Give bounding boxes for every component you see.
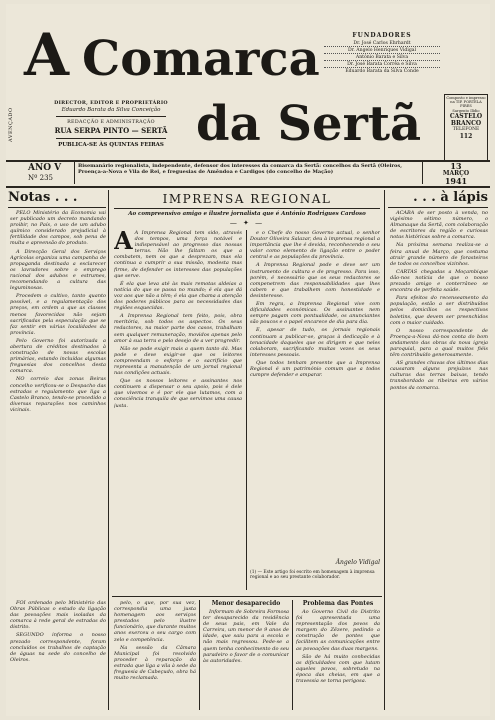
article-ornament: — ✦ — [229,219,265,227]
bottom-column-3 [296,609,380,712]
founders-title: FUNDADORES [352,32,412,39]
center-paragraph: A Imprensa Regional tem feito, pois, obra meritória, sob todos os aspectos. Os seus redactores, na maior parte dos casos, trabalham sem qualquer remuneração, movidos apenas pelo amor à sua terra e pelo desejo de a ver progredir. [114,313,242,344]
center-paragraph: Que todos tenham presente que a Imprensa Regional é um património comum que a todos cumpre defender e amparar. [250,359,380,379]
left-paragraph: Procedem o cultivo, tanto quanto possível, e a regulamentação dos preços, em ordem a que as classes menos favorecidas não sejam sacrificadas pela especulação que se faz sentir em várias localidades da província. [10,293,106,336]
drop-cap-paragraph [114,230,242,279]
pontes-title: Problema das Pontes [302,600,374,607]
print-box-line: TELEFONE [452,126,480,132]
left-column-text [10,210,106,596]
bottom-paragraph: Ao Governo Civil do Distrito foi apresentada uma representação dos povos da margem do Zêzere, pedindo a construção de pontes que facilitem as comunicações entre as povoações das duas margens. [296,609,380,652]
article-signature: Ângelo Vidigal [335,559,380,566]
left-paragraph: PELO Ministério da Economia vai ser publicado um decreto mandando proibir, no País, o uso de um adubo químico considerado prejudicial à fertilidade dos campos, sob pena de multa e apreensão do produto. [10,210,106,247]
bottom-col-separator [199,600,200,710]
article-footnote: (1) — Este artigo foi escrito em homenagem à imprensa regional e ao seu prestante colaborador. [250,570,375,581]
right-paragraph: AS grandes chuvas dos últimos dias causaram alguns prejuízos nas culturas das terras baixas, tendo transbordado as ribeiras em vários pontos da comarca. [390,360,488,391]
left-col-separator [108,190,109,710]
left-paragraph: FOI ordenado pelo Ministério das Obras Públicas o estudo da ligação das povoações mais isoladas da comarca à rede geral de estradas do distrito. [10,600,106,631]
center-paragraph: Que os nossos leitores e assinantes nos continuem a dispensar o seu apoio, pois é dele que vivemos e é por ele que lutamos, com a consciência tranquila de que servimos uma causa justa. [114,378,242,409]
founder-1: Dr. José Carlos Ehrhardt [324,41,440,47]
print-info-box [444,94,488,161]
right-paragraph: Para efeitos do recenseamento da população, estão a ser distribuídos pelos domicílios os respectivos boletins, que devem ser preenchidos com o maior cuidado. [390,295,488,326]
right-column-text [390,210,488,712]
left-col-rule [8,207,106,208]
left-column-text-lower [10,600,106,712]
title-word-a: A [24,21,70,89]
center-paragraph: e o Chefe do nosso Governo actual, o senhor Doutor Oliveira Salazar, deu à imprensa regional a importância que lhe é devida, reconhecendo o seu valor como elemento de ligação entre o poder central e as populações da província. [250,230,380,261]
director-name: Eduardo Barata da Silva Conceição [61,107,161,113]
center-paragraph: Em regra, a Imprensa Regional vive com dificuldades económicas. Os assinantes nem sempre pagam com pontualidade, os anunciantes são poucos e o papel encarece de dia para dia. [250,301,380,326]
print-box-line: na TIP. PORTELA PIRES [450,100,482,109]
print-box-line: CASTELO [449,112,483,120]
issue-number: Nº 235 [28,174,54,182]
bottom-paragraph: Na sessão da Câmara Municipal foi resolvido proceder à reparação da estrada que liga a vila à sede da freguesia de Cabeçudo, obra há muito reclamada. [114,644,196,682]
founders-block [324,32,440,74]
center-paragraph: Não se pode exigir mais a quem tanto dá. Mas pode e deve exigir-se que os leitores compreendam o esforço e o sacrifício que representa a manutenção de um jornal regional nas condições actuais. [114,345,242,377]
director-role: DIRECTOR, EDITOR E PROPRIETÁRIO [54,100,168,106]
issue-day: 13 [450,161,462,171]
founder-3: António Barata e Silva [324,55,440,61]
side-label: AVENÇADO [8,107,14,142]
title-word-serta: da Sertã [196,96,422,152]
bottom-paragraph: São de há muito conhecidas as dificuldades com que lutam aqueles povos, sobretudo na época das cheias, em que a travessia se torna perigosa. [296,653,380,685]
infobar-divider [422,162,423,184]
center-col-separator [246,230,247,590]
issue-month: MARÇO [442,170,470,177]
center-paragraph: A Imprensa Regional pode e deve ser um instrumento de cultura e de progresso. Para isso, porém, é necessário que os seus redactores se compenetrem das responsabilidades que lhes cabem e que trabalhem com honestidade e desinteresse. [250,262,380,299]
center-paragraph: É ela que leva até às mais remotas aldeias a notícia do que se passa no mundo; é ela que dá voz aos que não a têm; é ela que chama a atenção dos poderes públicos para as necessidades das regiões esquecidas. [114,280,242,312]
slogan: Bisemanário regionalista, independente, defensor dos interesses da comarca da Sertã: concelhos da Sertã (Oleiros, Proença-a-Nova e Vila de Rei, e freguesias de Amêndoa e Cardigos (do concelho de Mação) [78,163,402,175]
right-paragraph: CARTAS chegadas a Moçambique dão-nos notícia de que o nosso prezado amigo e conterrâneo se encontra de perfeita saúde. [390,268,488,294]
center-title-rule [114,208,380,209]
print-box-line: 112 [459,132,473,140]
center-paragraph: E, apesar de tudo, os jornais regionais continuam a publicar-se, graças à dedicação e à tenacidade daqueles que os dirigem e que neles colaboram, sacrificando muitas vezes os seus interesses pessoais. [250,327,380,358]
right-col-separator [384,190,385,710]
center-paragraph: A Imprensa Regional tem sido, através dos tempos, uma força notável e indispensável ao progresso das nossas terras. Não lhe faltam os que a combatem, nem os que a desprezam, mas ela continua a cumprir a sua missão, modesta mas firme, de defender os interesses das populações que serve. [114,230,242,279]
infobar-bottom-rule [6,186,490,188]
notas-header: Notas . . . [8,190,78,205]
right-paragraph: O nosso correspondente de Proença-a-Nova dá-nos conta do bom andamento das obras da nova igreja paroquial, para a qual muitos fiéis têm contribuído generosamente. [390,327,488,359]
article-title: IMPRENSA REGIONAL [162,192,332,206]
issue-year: ANO V [28,163,62,173]
right-paragraph: ACABA de ser posto à venda, no vigésimo sétimo número, o Almanaque da Sertã, com colaboração de escritores da região e curiosas notas históricas sobre a comarca. [390,210,488,241]
infobar-top-rule [6,160,490,162]
left-paragraph: Pelo Governo foi autorizada a abertura de créditos destinados à construção de novas escolas primárias, estando incluídas algumas freguesias dos concelhos desta comarca. [10,337,106,375]
left-paragraph: SEGUNDO informa o nosso prezado correspondente, foram concluídos os trabalhos de captação de águas na sede do concelho de Oleiros. [10,632,106,663]
center-column-2 [250,230,380,556]
director-block [36,100,186,148]
address: RUA SERPA PINTO — SERTÃ [54,126,168,135]
founder-4: Dr. José Barata Corrêa e Silva [324,62,440,68]
drop-cap: A [114,230,133,255]
print-box-line: BRANCO [450,119,482,127]
issue-date [426,162,486,185]
left-paragraph: A Direcção Geral dos Serviços Agrícolas organiza uma campanha de propaganda destinada a esclarecer os lavradores sobre o emprego racional dos adubos e estrumes, recomendando a cultura das leguminosas. [10,248,106,292]
print-box-line: Sargento Ilídio [452,108,480,113]
infobar-divider [74,162,75,184]
publication-days: PUBLICA-SE ÀS QUINTAS FEIRAS [58,142,164,148]
left-paragraph: NO correio das zonas Beiras concelho verificou-se o Despacho das estradas e regulamento que liga a Castelo Branco, tendo-se procedido a diversas reparações nos caminhos vicinais. [10,376,106,413]
newspaper-page [6,4,490,716]
print-box-line: Composto e impresso [446,96,486,100]
menor-title: Menor desaparecido [211,600,281,607]
bottom-col-separator [292,600,293,710]
right-col-rule [388,207,488,208]
bottom-column-2 [203,609,289,712]
center-column-1 [114,230,242,590]
lapis-header: . . . à lápis [413,190,488,205]
issue-year-date: 1941 [444,176,468,186]
bottom-paragraph: Informam de Sobreira Formosa ter desaparecido da residência de seus pais, em Vale da Carreira, um menor de 9 anos de idade, que saiu para a escola e não mais regressou. Pede-se a quem tenha conhecimento do seu paradeiro o favor de o comunicar às autoridades. [203,609,289,664]
bottom-section-rule [112,596,382,597]
bottom-column-1 [114,600,196,712]
right-paragraph: Na próxima semana realiza-se a feira anual de Março, que costuma atrair grande número de forasteiros de todos os concelhos vizinhos. [390,242,488,267]
article-subtitle: Ao compreensivo amigo e ilustre jornalista que é António Rodrigues Cardoso [128,211,366,217]
bottom-paragraph: pelo, o que, por sua vez, correspondia uma justa homenagem aos serviços prestados pelo ilustre funcionário, que durante muitos anos exerceu o seu cargo com zelo e competência. [114,600,196,643]
admin-label: REDACÇÃO E ADMINISTRAÇÃO [67,120,155,125]
founder-5: Eduardo Barata da Silva Conde [345,69,419,74]
title-word-comarca: Comarca [82,31,320,87]
founder-2: Dr. Angelo Henriques Vidigal [324,48,440,54]
